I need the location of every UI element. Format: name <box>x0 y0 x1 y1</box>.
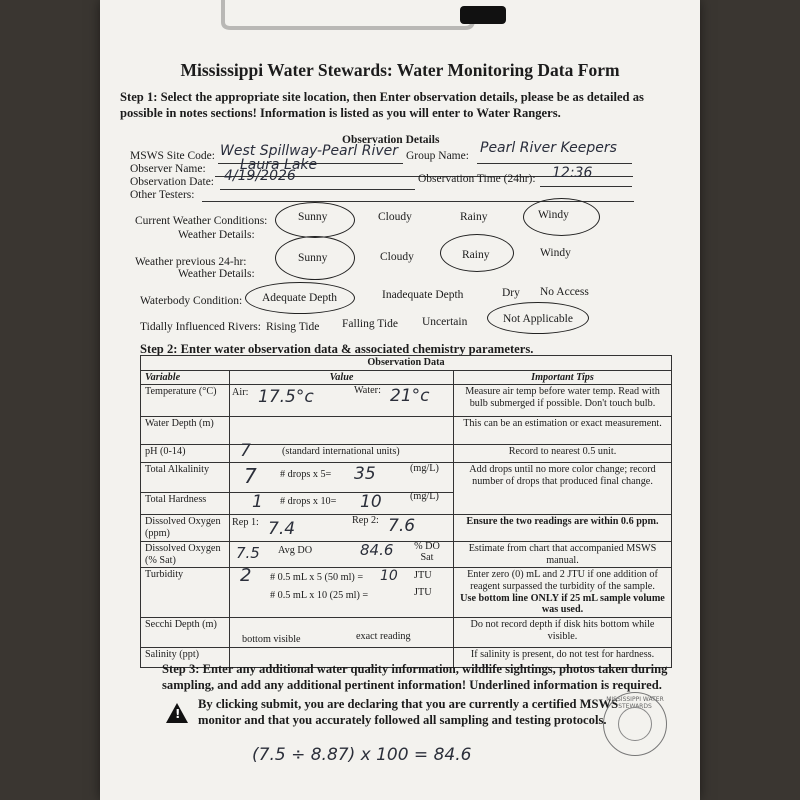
weather-option-sunny[interactable]: Sunny <box>298 211 328 223</box>
step1-line2: possible in notes sections! Information is listed as you will enter to Water Rangers. <box>120 106 561 120</box>
table-row <box>141 515 672 541</box>
weather-details-label: Weather Details: <box>178 229 255 241</box>
previous-weather-details-label: Weather Details: <box>178 268 255 280</box>
column-important-tips: Important Tips <box>454 370 672 385</box>
rep1-value[interactable]: 7.4 <box>268 519 296 540</box>
water-depth-label: Water Depth (m) <box>141 417 230 445</box>
adequate-depth-selection-circle <box>245 282 355 314</box>
alkalinity-calc-label: # drops x 5= <box>280 469 332 481</box>
weather-option-rainy[interactable]: Rainy <box>460 211 488 223</box>
group-name-value[interactable]: Pearl River Keepers <box>480 140 617 156</box>
previous-weather-label: Weather previous 24-hr: <box>135 256 247 268</box>
do-sat-unit: % DO Sat <box>414 540 440 563</box>
observation-details-heading: Observation Details <box>342 134 440 146</box>
clipboard-clip <box>215 0 515 28</box>
observation-time-value[interactable]: 12:36 <box>552 165 593 181</box>
rep2-value[interactable]: 7.6 <box>388 516 416 537</box>
form-title: Mississippi Water Stewards: Water Monitoring Data Form <box>180 60 620 80</box>
observation-data-table <box>140 355 672 668</box>
tidal-option-falling[interactable]: Falling Tide <box>342 318 398 330</box>
observation-date-value[interactable]: 4/19/2026 <box>224 168 296 184</box>
air-label: Air: <box>232 387 249 399</box>
turbidity-unit-1: JTU <box>414 570 432 582</box>
air-temp-value[interactable]: 17.5°c <box>258 387 314 408</box>
submit-declaration-line2: monitor and that you accurately followed all sampling and testing protocols. <box>198 713 607 727</box>
msws-seal-logo <box>603 692 667 756</box>
avg-do-label: Avg DO <box>278 544 313 556</box>
ph-label: pH (0-14) <box>141 445 230 463</box>
turbidity-label: Turbidity <box>141 568 230 618</box>
prev-weather-option-rainy[interactable]: Rainy <box>462 249 490 261</box>
site-code-label: MSWS Site Code: <box>130 150 215 162</box>
form-paper <box>100 0 700 800</box>
submit-declaration-line1: By clicking submit, you are declaring that you are currently a certified MSWS <box>198 697 619 711</box>
step2-heading: Step 2: Enter water observation data & associated chemistry parameters. <box>140 342 534 356</box>
tidal-option-not-applicable[interactable]: Not Applicable <box>503 313 573 325</box>
do-sat-label: Dissolved Oxygen (% Sat) <box>141 541 230 567</box>
site-code-value[interactable]: West Spillway-Pearl River <box>220 143 399 159</box>
alkalinity-value[interactable]: 7 <box>244 464 257 489</box>
observation-time-label: Observation Time (24hr): <box>418 173 536 185</box>
secchi-option-bottom-visible[interactable]: bottom visible <box>242 634 301 646</box>
avg-do-value[interactable]: 84.6 <box>360 540 394 559</box>
step3-line2: sampling, and add any additional pertinent information! Underlined information is required. <box>162 678 662 692</box>
do-ppm-tip: Ensure the two readings are within 0.6 ppm. <box>454 515 672 541</box>
turbidity-line1-value[interactable]: 10 <box>380 568 398 585</box>
rep2-label: Rep 2: <box>352 515 379 527</box>
water-depth-tip: This can be an estimation or exact measurement. <box>454 417 672 445</box>
prev-weather-option-cloudy[interactable]: Cloudy <box>380 251 414 263</box>
waterbody-condition-label: Waterbody Condition: <box>140 295 243 307</box>
prev-weather-option-windy[interactable]: Windy <box>540 247 571 259</box>
table-row <box>141 445 672 463</box>
secchi-option-exact-reading[interactable]: exact reading <box>356 631 411 643</box>
column-variable: Variable <box>141 370 230 385</box>
group-name-label: Group Name: <box>406 150 469 162</box>
turbidity-value[interactable]: 2 <box>240 565 252 587</box>
water-label: Water: <box>354 385 381 397</box>
turbidity-tip-2: Use bottom line ONLY if 25 mL sample volume was used. <box>460 592 665 616</box>
turbidity-line2: # 0.5 mL x 10 (25 ml) = <box>270 590 369 602</box>
table-row <box>141 417 672 445</box>
observation-date-label: Observation Date: <box>130 176 214 188</box>
weather-option-windy[interactable]: Windy <box>538 209 569 221</box>
rainy-selection-circle <box>440 234 514 272</box>
hardness-calc-value[interactable]: 10 <box>360 492 382 513</box>
rep1-label: Rep 1: <box>232 517 259 529</box>
observer-name-value[interactable]: Laura Lake <box>240 157 318 173</box>
hardness-calc-label: # drops x 10= <box>280 496 337 508</box>
observer-name-label: Observer Name: <box>130 163 206 175</box>
waterbody-option-no-access[interactable]: No Access <box>540 286 589 298</box>
table-row <box>141 385 672 417</box>
warning-icon: ! <box>166 703 188 723</box>
windy-selection-circle <box>523 198 600 236</box>
do-sat-value[interactable]: 7.5 <box>236 543 260 562</box>
table-row <box>141 618 672 648</box>
alkalinity-unit: (mg/L) <box>410 463 439 475</box>
do-sat-tip: Estimate from chart that accompanied MSWS manual. <box>454 541 672 567</box>
ph-tip: Record to nearest 0.5 unit. <box>454 445 672 463</box>
water-depth-value[interactable] <box>230 417 454 445</box>
tidal-rivers-label: Tidally Influenced Rivers: <box>140 321 261 333</box>
salinity-tip: If salinity is present, do not test for hardness. <box>454 648 672 668</box>
handwritten-calculation: (7.5 ÷ 8.87) x 100 = 84.6 <box>252 745 472 765</box>
hardness-unit: (mg/L) <box>410 491 439 503</box>
salinity-label: Salinity (ppt) <box>141 648 230 668</box>
turbidity-tip-1: Enter zero (0) mL and 2 JTU if one addition of reagent surpassed the turbidity of the sample. <box>467 569 658 593</box>
alkalinity-label: Total Alkalinity <box>141 463 230 493</box>
ph-value[interactable]: 7 <box>240 441 251 462</box>
alkalinity-calc-value[interactable]: 35 <box>354 464 376 485</box>
seal-text: MISSISSIPPI WATER STEWARDS <box>606 696 664 710</box>
table-row <box>141 568 672 618</box>
sunny-selection-circle <box>275 202 355 238</box>
not-applicable-selection-circle <box>487 302 589 334</box>
turbidity-unit-2: JTU <box>414 587 432 599</box>
water-temp-value[interactable]: 21°c <box>390 386 430 407</box>
hardness-label: Total Hardness <box>141 493 230 515</box>
do-ppm-label: Dissolved Oxygen (ppm) <box>141 515 230 541</box>
other-testers-label: Other Testers: <box>130 189 195 201</box>
hardness-value[interactable]: 1 <box>252 492 263 513</box>
step1-line1: Step 1: Select the appropriate site location, then Enter observation details, please be as detailed as <box>120 90 644 104</box>
tidal-option-rising[interactable]: Rising Tide <box>266 321 320 333</box>
alkalinity-tip: Add drops until no more color change; record number of drops that produced final change. <box>454 463 672 515</box>
ph-note: (standard international units) <box>282 446 400 458</box>
column-value: Value <box>230 370 454 385</box>
prev-sunny-selection-circle <box>275 236 355 280</box>
table-row <box>141 463 672 493</box>
secchi-label: Secchi Depth (m) <box>141 618 230 648</box>
tidal-option-uncertain[interactable]: Uncertain <box>422 316 468 328</box>
table-row <box>141 541 672 567</box>
weather-option-cloudy[interactable]: Cloudy <box>378 211 412 223</box>
step3-line1: Step 3: Enter any additional water quality information, wildlife sightings, photos taken during <box>162 662 668 676</box>
waterbody-option-adequate[interactable]: Adequate Depth <box>262 292 338 304</box>
secchi-tip: Do not record depth if disk hits bottom while visible. <box>454 618 672 648</box>
prev-weather-option-sunny[interactable]: Sunny <box>298 252 328 264</box>
waterbody-option-inadequate[interactable]: Inadequate Depth <box>382 289 464 301</box>
turbidity-line1: # 0.5 mL x 5 (50 ml) = <box>270 572 364 584</box>
waterbody-option-dry[interactable]: Dry <box>502 287 520 299</box>
temperature-tip: Measure air temp before water temp. Read with bulb submerged if possible. Don't touch bulb. <box>454 385 672 417</box>
temperature-label: Temperature (°C) <box>141 385 230 417</box>
table-title: Observation Data <box>141 356 672 371</box>
current-weather-label: Current Weather Conditions: <box>135 215 268 227</box>
